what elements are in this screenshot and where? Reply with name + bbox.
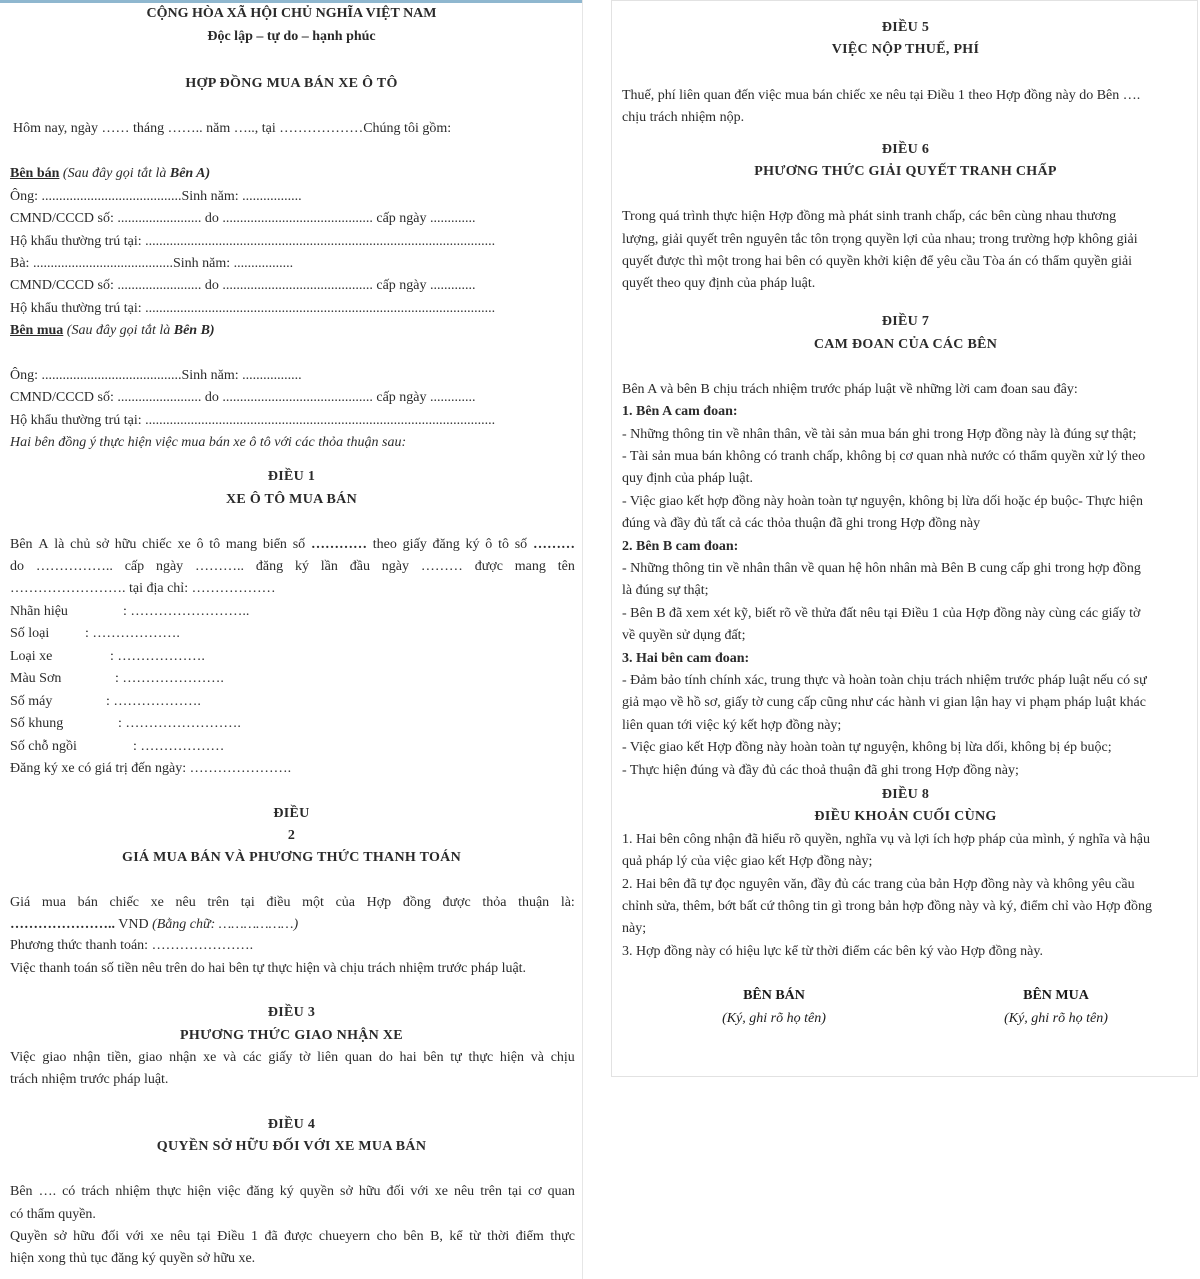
- buyer-line: Hộ khẩu thường trú tại: ....................................................................................................: [10, 413, 496, 428]
- word: ô: [196, 537, 204, 552]
- word: xe: [434, 1184, 448, 1199]
- word: ký: [465, 537, 480, 552]
- word: quan: [344, 1050, 373, 1065]
- word: ….: [38, 1184, 57, 1199]
- art2-price-line: [10, 892, 575, 914]
- art8-line: chỉnh sửa, thêm, bớt bất cứ thông tin gì trong bản hợp đồng này và ký, điểm chỉ vào Hợp đồng: [622, 899, 1153, 914]
- buyer-line: Ông: ........................................Sinh năm: .................: [10, 368, 302, 383]
- word: cơ: [527, 1184, 542, 1199]
- art7-line: quy định của pháp luật.: [622, 471, 754, 486]
- word: trên: [207, 895, 230, 910]
- art1-title: XE Ô TÔ MUA BÁN: [225, 492, 358, 507]
- registration-valid-line: Đăng ký xe có giá trị đến ngày: ………………….: [10, 761, 292, 776]
- art4-p1-line1: [10, 1181, 575, 1203]
- buyer-alias: Bên B): [173, 323, 215, 338]
- contract-page-right: [611, 0, 1198, 1077]
- word: trên: [480, 1184, 502, 1199]
- art6-line: Trong quá trình thực hiện Hợp đồng mà phát sinh tranh chấp, các bên cùng nhau thương: [622, 209, 1117, 224]
- art8-line: 2. Hai bên đã tự đọc nguyên văn, đầy đủ các trang của bản Hợp đồng này và không yêu cầu: [622, 877, 1135, 892]
- art1-line2: [10, 556, 575, 578]
- art8-line: 1. Hai bên công nhận đã hiểu rõ quyền, nghĩa vụ và lợi ích hợp pháp của mình, ý nghĩa và hậu: [622, 832, 1151, 847]
- contract-page-left: [0, 0, 583, 1279]
- art7-c-head: 3. Hai bên cam đoan:: [622, 651, 750, 666]
- word: được: [284, 1229, 313, 1244]
- word: cho: [376, 1229, 397, 1244]
- word: chiếc: [109, 895, 139, 910]
- art8-number: ĐIỀU 8: [881, 787, 930, 802]
- buyer-line: CMND/CCCD số: ........................ do ........................................... cấp ngày .............: [10, 390, 476, 405]
- word: Giá: [10, 895, 31, 910]
- word: do: [10, 559, 24, 574]
- word: mua: [41, 895, 66, 910]
- seller-signature-label: BÊN BÁN: [743, 988, 805, 1003]
- price-dots: …………………..: [10, 917, 115, 932]
- word: đăng: [432, 537, 460, 552]
- word: với: [410, 1184, 429, 1199]
- word: nêu: [170, 1229, 191, 1244]
- word: một: [302, 895, 324, 910]
- art6-line: quyết theo quy định của pháp luật.: [622, 276, 816, 291]
- word: có: [62, 1184, 76, 1199]
- agreement-line: Hai bên đồng ý thực hiện việc mua bán xe ô tô với các thỏa thuận sau:: [10, 435, 407, 450]
- seller-label: Bên bán: [10, 166, 60, 181]
- art2-number-b: 2: [287, 828, 296, 843]
- field-label: Nhãn hiệu: [10, 604, 68, 619]
- art7-a-head: 1. Bên A cam đoan:: [622, 404, 738, 419]
- word: A: [38, 537, 49, 552]
- art7-line: - Những thông tin về nhân thân, về tài sản mua bán ghi trong Hợp đồng này là đúng sự thật;: [622, 427, 1137, 442]
- art7-title: CAM ĐOAN CỦA CÁC BÊN: [813, 337, 998, 352]
- word: tờ: [299, 1050, 311, 1065]
- field-value: : ……………………..: [123, 604, 250, 619]
- word: ký: [294, 559, 309, 574]
- word: ………: [532, 537, 575, 552]
- word: số: [292, 537, 306, 552]
- word: đăng: [246, 1184, 274, 1199]
- word: nêu: [175, 895, 196, 910]
- word: xe: [177, 537, 191, 552]
- word: kể: [449, 1229, 463, 1244]
- word: chịu: [550, 1050, 575, 1065]
- word: mang: [514, 559, 546, 574]
- word: việc: [217, 1184, 241, 1199]
- art7-intro: Bên A và bên B chịu trách nhiệm trước pháp luật về những lời cam đoan sau đây:: [622, 382, 1078, 397]
- word: cấp: [124, 559, 145, 574]
- art3-line1: [10, 1047, 575, 1069]
- art4-p2-line1: [10, 1226, 575, 1248]
- art1-number: ĐIỀU 1: [267, 469, 316, 484]
- art6-line: lượng, giải quyết trên nguyên tắc tôn trọng quyền lợi của nhau; trong trường hợp không giải: [622, 232, 1138, 247]
- word: hữu: [114, 537, 137, 552]
- word: tên: [557, 559, 575, 574]
- word: Việc: [10, 1050, 36, 1065]
- buyer-signature-label: BÊN MUA: [1023, 988, 1089, 1003]
- word: quan: [547, 1184, 575, 1199]
- word: tự: [450, 1050, 462, 1065]
- word: nêu: [453, 1184, 475, 1199]
- word: thỏa: [482, 895, 507, 910]
- word: sở: [340, 1184, 353, 1199]
- art8-line: này;: [622, 921, 647, 936]
- field-label: Màu Sơn: [10, 671, 62, 686]
- word: ………..: [195, 559, 245, 574]
- payment-method: Phương thức thanh toán: ………………….: [10, 938, 254, 953]
- word: theo: [372, 537, 397, 552]
- word: bán: [77, 895, 98, 910]
- art1-line1: [10, 534, 575, 556]
- seller-line: Bà: ........................................Sinh năm: .................: [10, 256, 294, 271]
- word: đồng: [402, 895, 431, 910]
- seller-note: (Sau đây gọi tắt là: [62, 166, 170, 181]
- art2-number-a: ĐIỀU: [273, 806, 310, 821]
- word: các: [242, 1050, 262, 1065]
- buyer-label: Bên mua: [10, 323, 64, 338]
- word: số: [514, 537, 528, 552]
- word: tại: [196, 1229, 211, 1244]
- word: thực: [550, 1229, 575, 1244]
- word: liên: [317, 1050, 339, 1065]
- art2-price-amount: [10, 914, 298, 936]
- art7-line: giả mạo về hồ sơ, giấy tờ cung cấp cũng như các hành vi gian lận hay vi phạm pháp luật khác: [622, 695, 1146, 710]
- field-label: Số máy: [10, 694, 53, 709]
- art2-title: GIÁ MUA BÁN VÀ PHƯƠNG THỨC THANH TOÁN: [122, 850, 461, 865]
- art5-title: VIỆC NỘP THUẾ, PHÍ: [831, 42, 980, 57]
- word: đối: [101, 1229, 120, 1244]
- seller-line: CMND/CCCD số: ........................ do ........................................... cấp ngày .............: [10, 211, 476, 226]
- word: ………: [420, 559, 463, 574]
- word: giao: [138, 1050, 163, 1065]
- word: bên: [423, 1050, 444, 1065]
- seller-line: CMND/CCCD số: ........................ do ........................................... cấp ngày .............: [10, 278, 476, 293]
- word: chueyern: [318, 1229, 371, 1244]
- word: tô: [498, 537, 509, 552]
- word: thực: [156, 1184, 182, 1199]
- word: chủ: [70, 537, 91, 552]
- word: ……………..: [35, 559, 113, 574]
- word: hữu: [73, 1229, 95, 1244]
- word: nhận: [73, 1050, 101, 1065]
- art8-line: quả pháp lý của việc giao kết Hợp đồng này;: [622, 854, 873, 869]
- word: hai: [399, 1050, 417, 1065]
- word: ngày: [381, 559, 410, 574]
- word: Bên: [10, 537, 33, 552]
- art4-p2-line2: hiện xong thủ tục đăng ký quyền sở hữu xe.: [10, 1251, 256, 1266]
- seller-line: Ông: ........................................Sinh năm: .................: [10, 189, 302, 204]
- word: đối: [386, 1184, 405, 1199]
- word: điểm: [515, 1229, 544, 1244]
- word: tô: [209, 537, 221, 552]
- word: từ: [469, 1229, 481, 1244]
- seller-alias: Bên A): [169, 166, 211, 181]
- word: Điều: [217, 1229, 245, 1244]
- art7-line: - Đảm bảo tính chính xác, trung thực và hoàn toàn chịu trách nhiệm trước pháp luật nếu có sự: [622, 673, 1147, 688]
- word: hiện: [499, 1050, 525, 1065]
- art8-line: 3. Hợp đồng này có hiệu lực kể từ thời điểm các bên ký vào Hợp đồng này.: [622, 944, 1043, 959]
- word: sở: [53, 1229, 67, 1244]
- field-value: : ……………….: [106, 694, 201, 709]
- art7-line: đúng và đầy đủ tất cả các thỏa thuận đã ghi trong Hợp đồng này: [622, 516, 981, 531]
- art6-number: ĐIỀU 6: [881, 142, 930, 157]
- word: đầu: [349, 559, 370, 574]
- word: ô: [485, 537, 493, 552]
- motto: Độc lập – tự do – hạnh phúc: [207, 29, 376, 44]
- word: tại: [507, 1184, 522, 1199]
- art7-line: - Việc giao kết Hợp đồng này hoàn toàn tự nguyện, không bị lừa dối, không bị ép buộc;: [622, 740, 1112, 755]
- word: của: [335, 895, 356, 910]
- word: là:: [560, 895, 575, 910]
- word: biển: [262, 537, 287, 552]
- intro-line: Hôm nay, ngày …… tháng …….. năm ….., tại ………………Chúng tôi gồm:: [13, 121, 452, 136]
- word: Hợp: [366, 895, 392, 910]
- art3-title: PHƯƠNG THỨC GIAO NHẬN XE: [180, 1028, 403, 1043]
- price-currency: VND: [115, 917, 153, 932]
- art7-line: - Bên B đã xem xét kỹ, biết rõ về thửa đất nêu tại Điều 1 của Hợp đồng này cùng các giấy tờ: [622, 606, 1141, 621]
- field-value: : ……………….: [85, 626, 180, 641]
- word: giấy: [402, 537, 427, 552]
- word: được: [442, 895, 471, 910]
- art7-line: - Tài sản mua bán không có tranh chấp, không bị cơ quan nhà nước có thẩm quyền xử lý theo: [622, 449, 1146, 464]
- art7-line: - Thực hiện đúng và đầy đủ các thoả thuận đã ghi trong Hợp đồng này;: [622, 763, 1019, 778]
- word: giấy: [268, 1050, 293, 1065]
- word: tại: [240, 895, 255, 910]
- payment-note: Việc thanh toán số tiền nêu trên do hai bên tự thực hiện và chịu trách nhiệm trước pháp luật.: [10, 961, 527, 976]
- art5-number: ĐIỀU 5: [881, 20, 930, 35]
- seller-heading: [10, 163, 210, 185]
- art4-p1-line2: có thẩm quyền.: [10, 1207, 96, 1222]
- art4-title: QUYỀN SỞ HỮU ĐỐI VỚI XE MUA BÁN: [156, 1139, 427, 1154]
- art1-line3: ……………………. tại địa chỉ: ………………: [10, 581, 276, 596]
- word: nhận: [169, 1050, 197, 1065]
- word: bên: [403, 1229, 424, 1244]
- art5-line: Thuế, phí liên quan đến việc mua bán chiếc xe nêu tại Điều 1 theo Hợp đồng này do Bên ….: [622, 88, 1141, 103]
- national-title: CỘNG HÒA XÃ HỘI CHỦ NGHĨA VIỆT NAM: [146, 6, 437, 21]
- art7-line: liên quan tới việc ký kết hợp đồng này;: [622, 718, 842, 733]
- word: và: [530, 1050, 544, 1065]
- price-in-words: (Bằng chữ: ………………): [152, 917, 299, 932]
- field-value: : ………………….: [115, 671, 224, 686]
- word: mang: [225, 537, 258, 552]
- word: xe: [150, 1229, 164, 1244]
- word: chiếc: [142, 537, 172, 552]
- word: lần: [320, 559, 338, 574]
- art7-number: ĐIỀU 7: [881, 314, 930, 329]
- word: giao: [42, 1050, 67, 1065]
- seller-line: Hộ khẩu thường trú tại: ....................................................................................................: [10, 301, 496, 316]
- word: và: [223, 1050, 237, 1065]
- word: hiện: [187, 1184, 212, 1199]
- word: Quyền: [10, 1229, 48, 1244]
- word: quyền: [299, 1184, 334, 1199]
- word: được: [474, 559, 503, 574]
- field-label: Loại xe: [10, 649, 53, 664]
- word: ngày: [155, 559, 184, 574]
- word: xe: [150, 895, 164, 910]
- word: B,: [430, 1229, 443, 1244]
- word: do: [378, 1050, 393, 1065]
- art7-line: về quyền sử dụng đất;: [622, 628, 746, 643]
- art7-b-head: 2. Bên B cam đoan:: [622, 539, 739, 554]
- seller-line: Hộ khẩu thường trú tại: ....................................................................................................: [10, 234, 496, 249]
- art7-line: là đúng sự thật;: [622, 583, 709, 598]
- buyer-note: (Sau đây gọi tắt là: [66, 323, 174, 338]
- word: …………: [310, 537, 367, 552]
- field-value: : ………………: [133, 739, 225, 754]
- word: sở: [96, 537, 109, 552]
- word: ký: [279, 1184, 294, 1199]
- word: 1: [250, 1229, 258, 1244]
- buyer-signature-note: (Ký, ghi rõ họ tên): [1004, 1011, 1108, 1026]
- word: Bên: [10, 1184, 33, 1199]
- art3-line2: trách nhiệm trước pháp luật.: [10, 1072, 169, 1087]
- art3-number: ĐIỀU 3: [267, 1005, 316, 1020]
- buyer-heading: [10, 320, 215, 342]
- art7-line: - Việc giao kết hợp đồng này hoàn toàn tự nguyện, không bị lừa dối hoặc ép buộc- Thực hiện: [622, 494, 1144, 509]
- field-value: : …………………….: [118, 716, 241, 731]
- word: nhiệm: [115, 1184, 151, 1199]
- contract-title: HỢP ĐỒNG MUA BÁN XE Ô TÔ: [185, 76, 398, 91]
- word: tiền,: [107, 1050, 132, 1065]
- word: đăng: [255, 559, 284, 574]
- art6-title: PHƯƠNG THỨC GIẢI QUYẾT TRANH CHẤP: [754, 164, 1057, 179]
- word: trách: [81, 1184, 110, 1199]
- word: thời: [487, 1229, 510, 1244]
- word: hữu: [358, 1184, 381, 1199]
- word: là: [54, 537, 65, 552]
- word: với: [125, 1229, 144, 1244]
- art7-line: - Những thông tin về nhân thân về quan hệ hôn nhân mà Bên B cung cấp ghi trong hợp đồng: [622, 561, 1141, 576]
- art6-line: quyết được thì một trong hai bên có quyền khởi kiện để yêu cầu Tòa án có thẩm quyền giải: [622, 254, 1133, 269]
- field-label: Số chỗ ngồi: [10, 739, 77, 754]
- word: điều: [266, 895, 291, 910]
- art4-number: ĐIỀU 4: [267, 1117, 316, 1132]
- field-label: Số khung: [10, 716, 64, 731]
- word: xe: [203, 1050, 217, 1065]
- seller-signature-note: (Ký, ghi rõ họ tên): [722, 1011, 826, 1026]
- art5-line: chịu trách nhiệm nộp.: [622, 110, 745, 125]
- field-value: : ……………….: [110, 649, 205, 664]
- field-label: Số loại: [10, 626, 50, 641]
- word: đã: [264, 1229, 278, 1244]
- art8-title: ĐIỀU KHOẢN CUỐI CÙNG: [814, 809, 997, 824]
- word: thuận: [518, 895, 550, 910]
- word: thực: [468, 1050, 494, 1065]
